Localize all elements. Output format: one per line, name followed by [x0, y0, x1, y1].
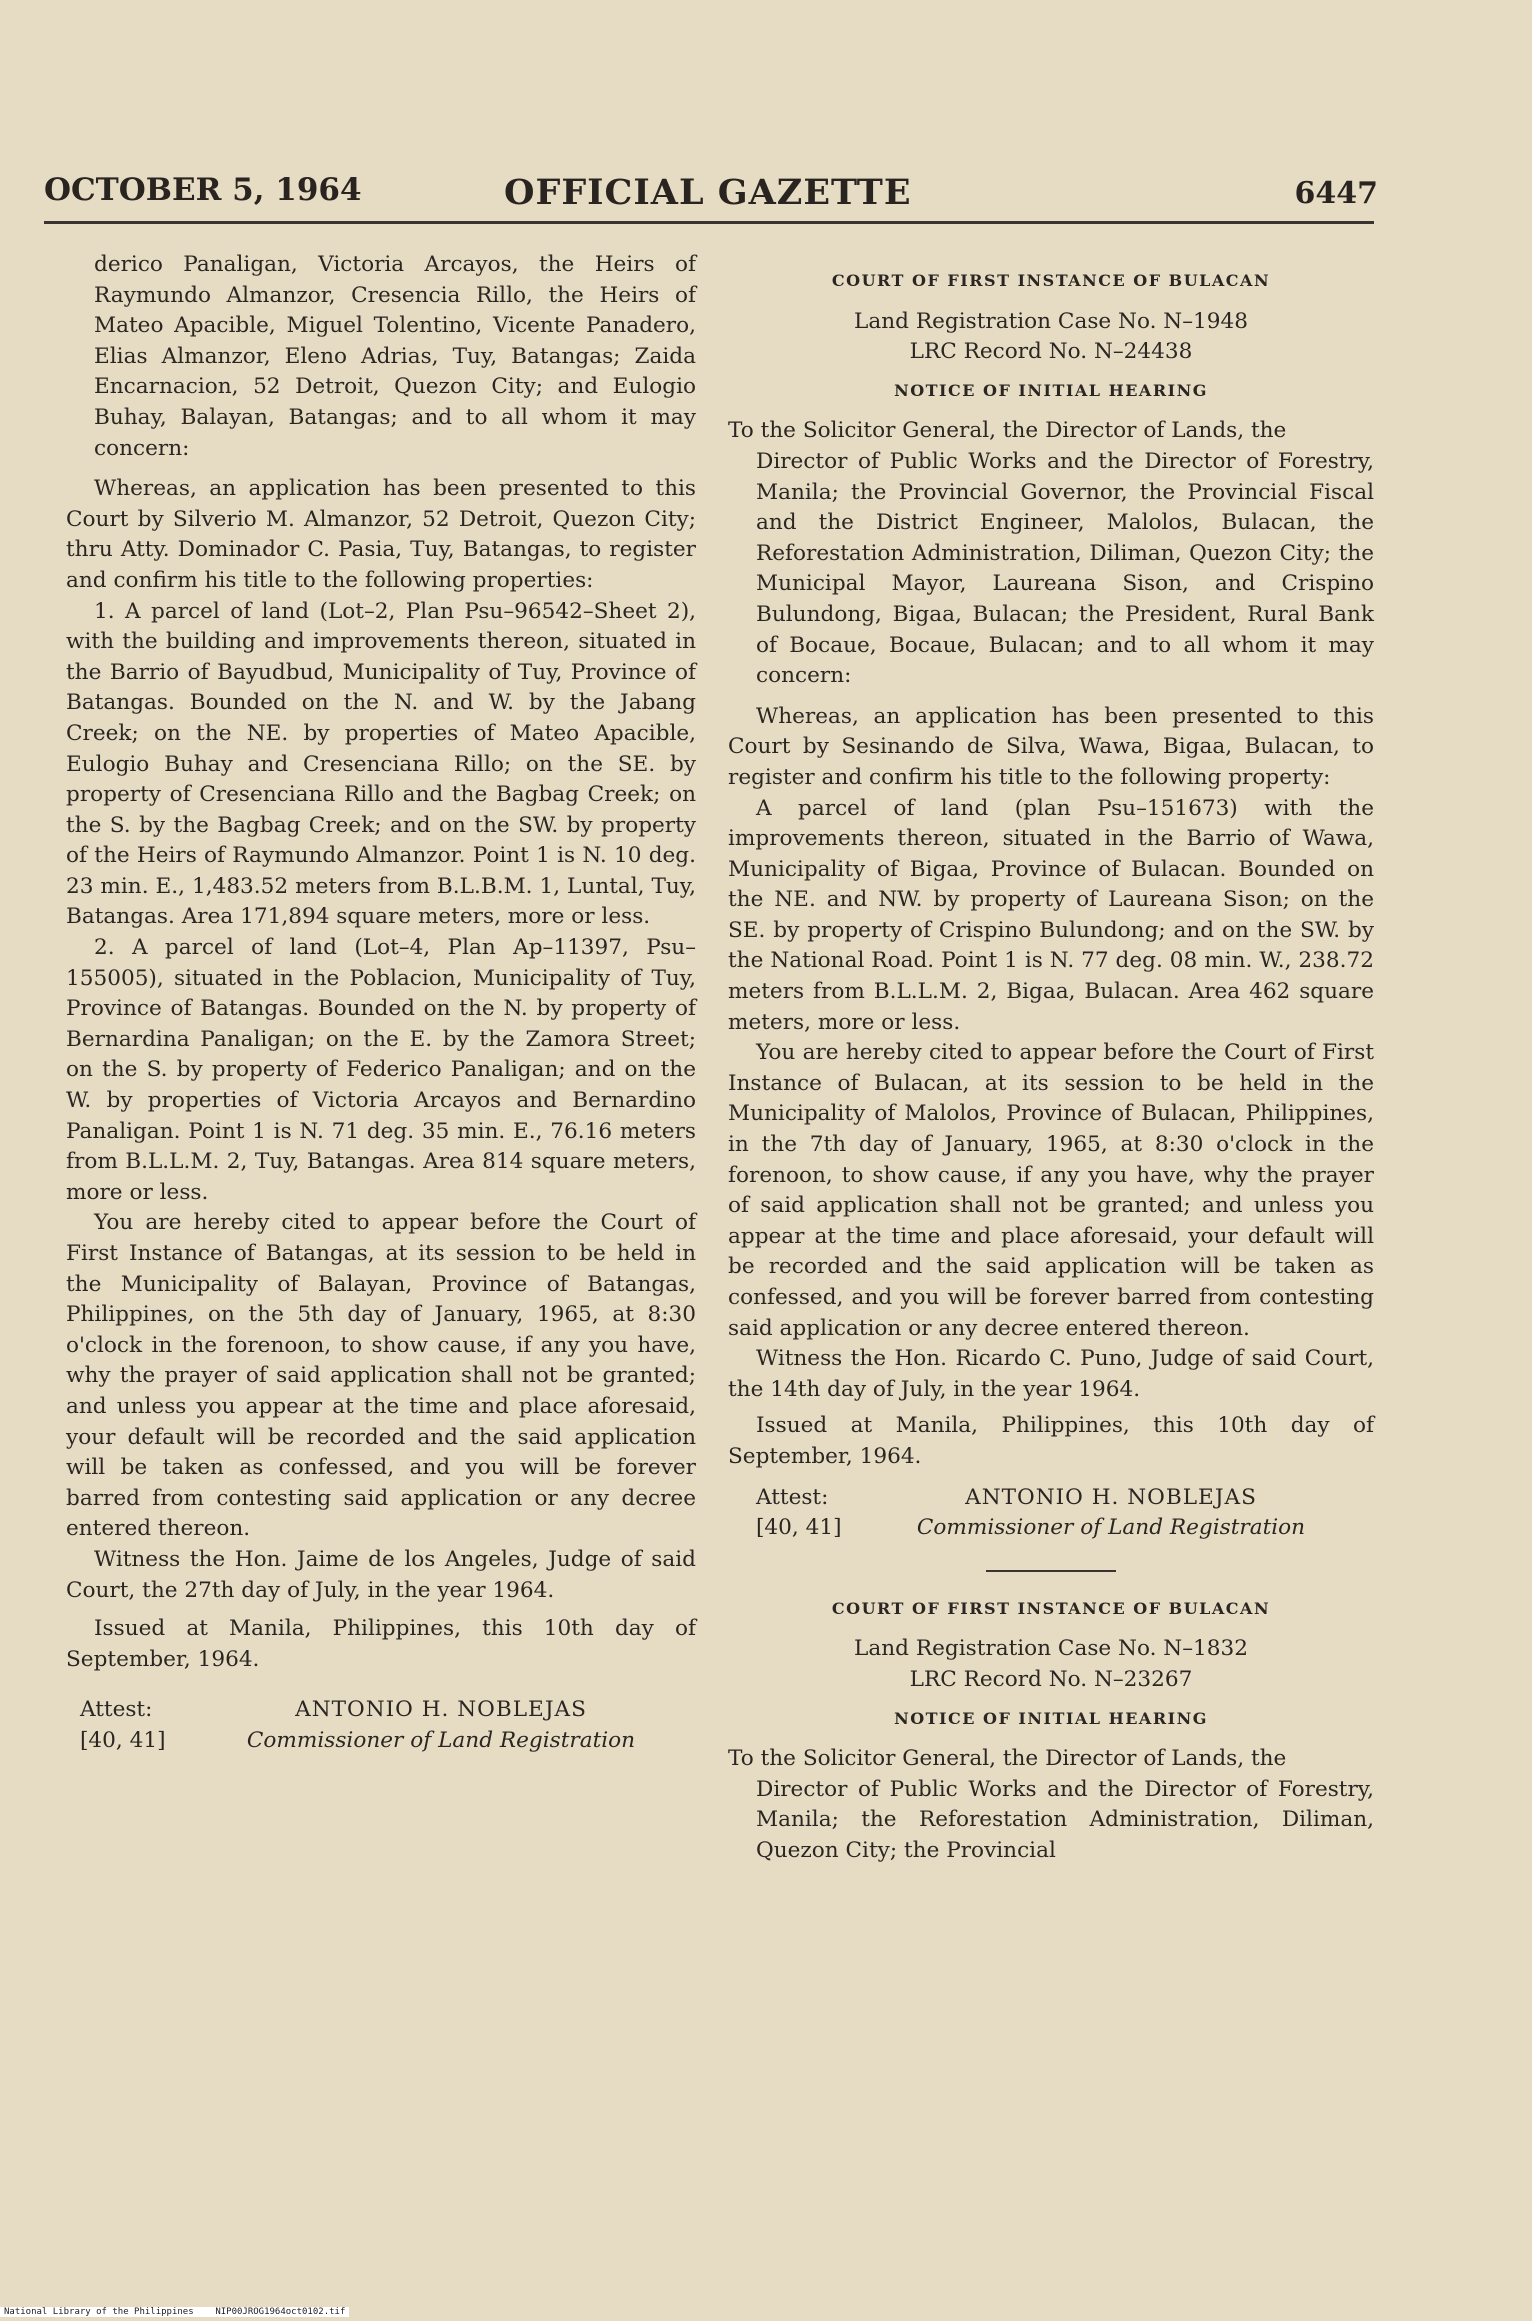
record-number: LRC Record No. N–24438 — [909, 339, 1193, 365]
commissioner-title: Commissioner of Land Registration — [916, 1515, 1306, 1541]
parcel-1-description: 1. A parcel of land (Lot–2, Plan Psu–96542–Sheet 2), with the building and improvements thereon, situated in the Barrio of Bayudbud, Municipality of Tuy, Province of Batangas. Bounded on the N. and W. by the Jabang Creek; on the NE. by properties of Mateo Apacible, Eulogio Buhay and Cresenciana Rillo; on the SE. by property of Cresenciana Rillo and the Bagbag Creek; on the S. by the Bagbag Creek; and on the SW. by property of the Heirs of Raymundo Almanzor. Point 1 is N. 10 deg. 23 min. E., 1,483.52 meters from B.L.B.M. 1, Luntal, Tuy, Batangas. Area 171,894 square meters, more or less. — [66, 598, 696, 930]
attestation-block — [66, 1695, 696, 1756]
addressee-first-line: To the Solicitor General, the Director of Lands, the — [728, 1746, 1287, 1772]
attest-label: Attest: — [80, 1697, 153, 1723]
attestation-block — [728, 1483, 1374, 1544]
addressees: Director of Public Works and the Director of Forestry, Manila; the Reforestation Administration, Diliman, Quezon City; the Provincial — [756, 1776, 1374, 1863]
citation-paragraph: You are hereby cited to appear before the Court of First Instance of Bulacan, at its session to be held in the Municipality of Malolos, Province of Bulacan, Philippines, in the 7th day of January, 1965, at 8:30 o'clock in the forenoon, to show cause, if any you have, why the prayer of said application shall not be granted; and unless you appear at the time and place aforesaid, your default will be recorded and the said application will be taken as confessed, and you will be forever barred from contesting said application or any decree entered thereon. — [728, 1040, 1374, 1341]
issue-reference: [40, 41] — [80, 1727, 166, 1753]
notice-2 — [728, 1594, 1374, 1867]
addressee-first-line: To the Solicitor General, the Director of Lands, the — [728, 418, 1287, 444]
left-column — [66, 250, 696, 1757]
commissioner-name: ANTONIO H. NOBLEJAS — [965, 1484, 1257, 1510]
commissioner-title: Commissioner of Land Registration — [246, 1727, 636, 1753]
issue-date: OCTOBER 5, 1964 — [44, 172, 362, 208]
whereas-paragraph: Whereas, an application has been presented to this Court by Silverio M. Almanzor, 52 Detroit, Quezon City; thru Atty. Dominador C. Pasia, Tuy, Batangas, to register and confirm his title to the following properties: — [66, 476, 696, 593]
page-number: 6447 — [1294, 176, 1378, 211]
scan-source-caption: National Library of the Philippines NIP00JROG1964oct0102.tif — [0, 2307, 349, 2317]
court-heading: COURT OF FIRST INSTANCE OF BULACAN — [831, 1598, 1271, 1618]
notice-heading: NOTICE OF INITIAL HEARING — [894, 1708, 1208, 1728]
parcel-description: A parcel of land (plan Psu–151673) with the improvements thereon, situated in the Barrio of Wawa, Municipality of Bigaa, Province of Bulacan. Bounded on the NE. and NW. by property of Laureana Sison; on the SE. by property of Crispino Bulundong; and on the SW. by the National Road. Point 1 is N. 77 deg. 08 min. W., 238.72 meters from B.L.L.M. 2, Bigaa, Bulacan. Area 462 square meters, more or less. — [728, 795, 1374, 1035]
page-header — [44, 172, 1378, 222]
right-column — [728, 250, 1374, 1867]
issue-reference: [40, 41] — [756, 1515, 842, 1541]
notice-heading: NOTICE OF INITIAL HEARING — [894, 380, 1208, 400]
citation-paragraph: You are hereby cited to appear before the Court of First Instance of Batangas, at its session to be held in the Municipality of Balayan, Province of Batangas, Philippines, on the 5th day of January, 1965, at 8:30 o'clock in the forenoon, to show cause, if any you have, why the prayer of said application shall not be granted; and unless you appear at the time and place aforesaid, your default will be recorded and the said application will be taken as confessed, and you will be forever barred from contesting said application or any decree entered thereon. — [66, 1210, 696, 1542]
parcel-2-description: 2. A parcel of land (Lot–4, Plan Ap–11397, Psu–155005), situated in the Poblacion, Municipality of Tuy, Province of Batangas. Bounded on the N. by property of Bernardina Panaligan; on the E. by the Zamora Street; on the S. by property of Federico Panaligan; and on the W. by properties of Victoria Arcayos and Bernardino Panaligan. Point 1 is N. 71 deg. 35 min. E., 76.16 meters from B.L.L.M. 2, Tuy, Batangas. Area 814 square meters, more or less. — [66, 935, 696, 1205]
issued-paragraph: Issued at Manila, Philippines, this 10th day of September, 1964. — [66, 1616, 696, 1672]
witness-paragraph: Witness the Hon. Jaime de los Angeles, Judge of said Court, the 27th day of July, in the year 1964. — [66, 1546, 696, 1603]
whereas-paragraph: Whereas, an application has been presented to this Court by Sesinando de Silva, Wawa, Bigaa, Bulacan, to register and confirm his title to the following property: — [728, 703, 1374, 790]
addressees: Director of Public Works and the Director of Forestry, Manila; the Provincial Governor, the Provincial Fiscal and the District Engineer, Malolos, Bulacan, the Reforestation Administration, Diliman, Quezon City; the Municipal Mayor, Laureana Sison, and Crispino Bulundong, Bigaa, Bulacan; the President, Rural Bank of Bocaue, Bocaue, Bulacan; and to all whom it may concern: — [756, 448, 1374, 689]
case-number: Land Registration Case No. N–1948 — [854, 308, 1248, 334]
header-rule — [44, 221, 1374, 224]
publication-title: OFFICIAL GAZETTE — [504, 172, 912, 213]
witness-paragraph: Witness the Hon. Ricardo C. Puno, Judge of said Court, the 14th day of July, in the year 1964. — [728, 1346, 1374, 1402]
notice-1 — [728, 266, 1374, 1544]
notice-separator — [986, 1570, 1116, 1572]
issued-paragraph: Issued at Manila, Philippines, this 10th day of September, 1964. — [728, 1413, 1374, 1469]
attest-label: Attest: — [756, 1484, 829, 1510]
addressees-continued: derico Panaligan, Victoria Arcayos, the Heirs of Raymundo Almanzor, Cresencia Rillo, the Heirs of Mateo Apacible, Miguel Tolentino, Vicente Panadero, Elias Almanzor, Eleno Adrias, Tuy, Batangas; Zaida Encarnacion, 52 Detroit, Quezon City; and Eulogio Buhay, Balayan, Batangas; and to all whom it may concern: — [94, 252, 696, 461]
commissioner-name: ANTONIO H. NOBLEJAS — [295, 1697, 587, 1723]
case-number: Land Registration Case No. N–1832 — [854, 1636, 1248, 1662]
record-number: LRC Record No. N–23267 — [909, 1666, 1193, 1692]
court-heading: COURT OF FIRST INSTANCE OF BULACAN — [831, 271, 1271, 290]
